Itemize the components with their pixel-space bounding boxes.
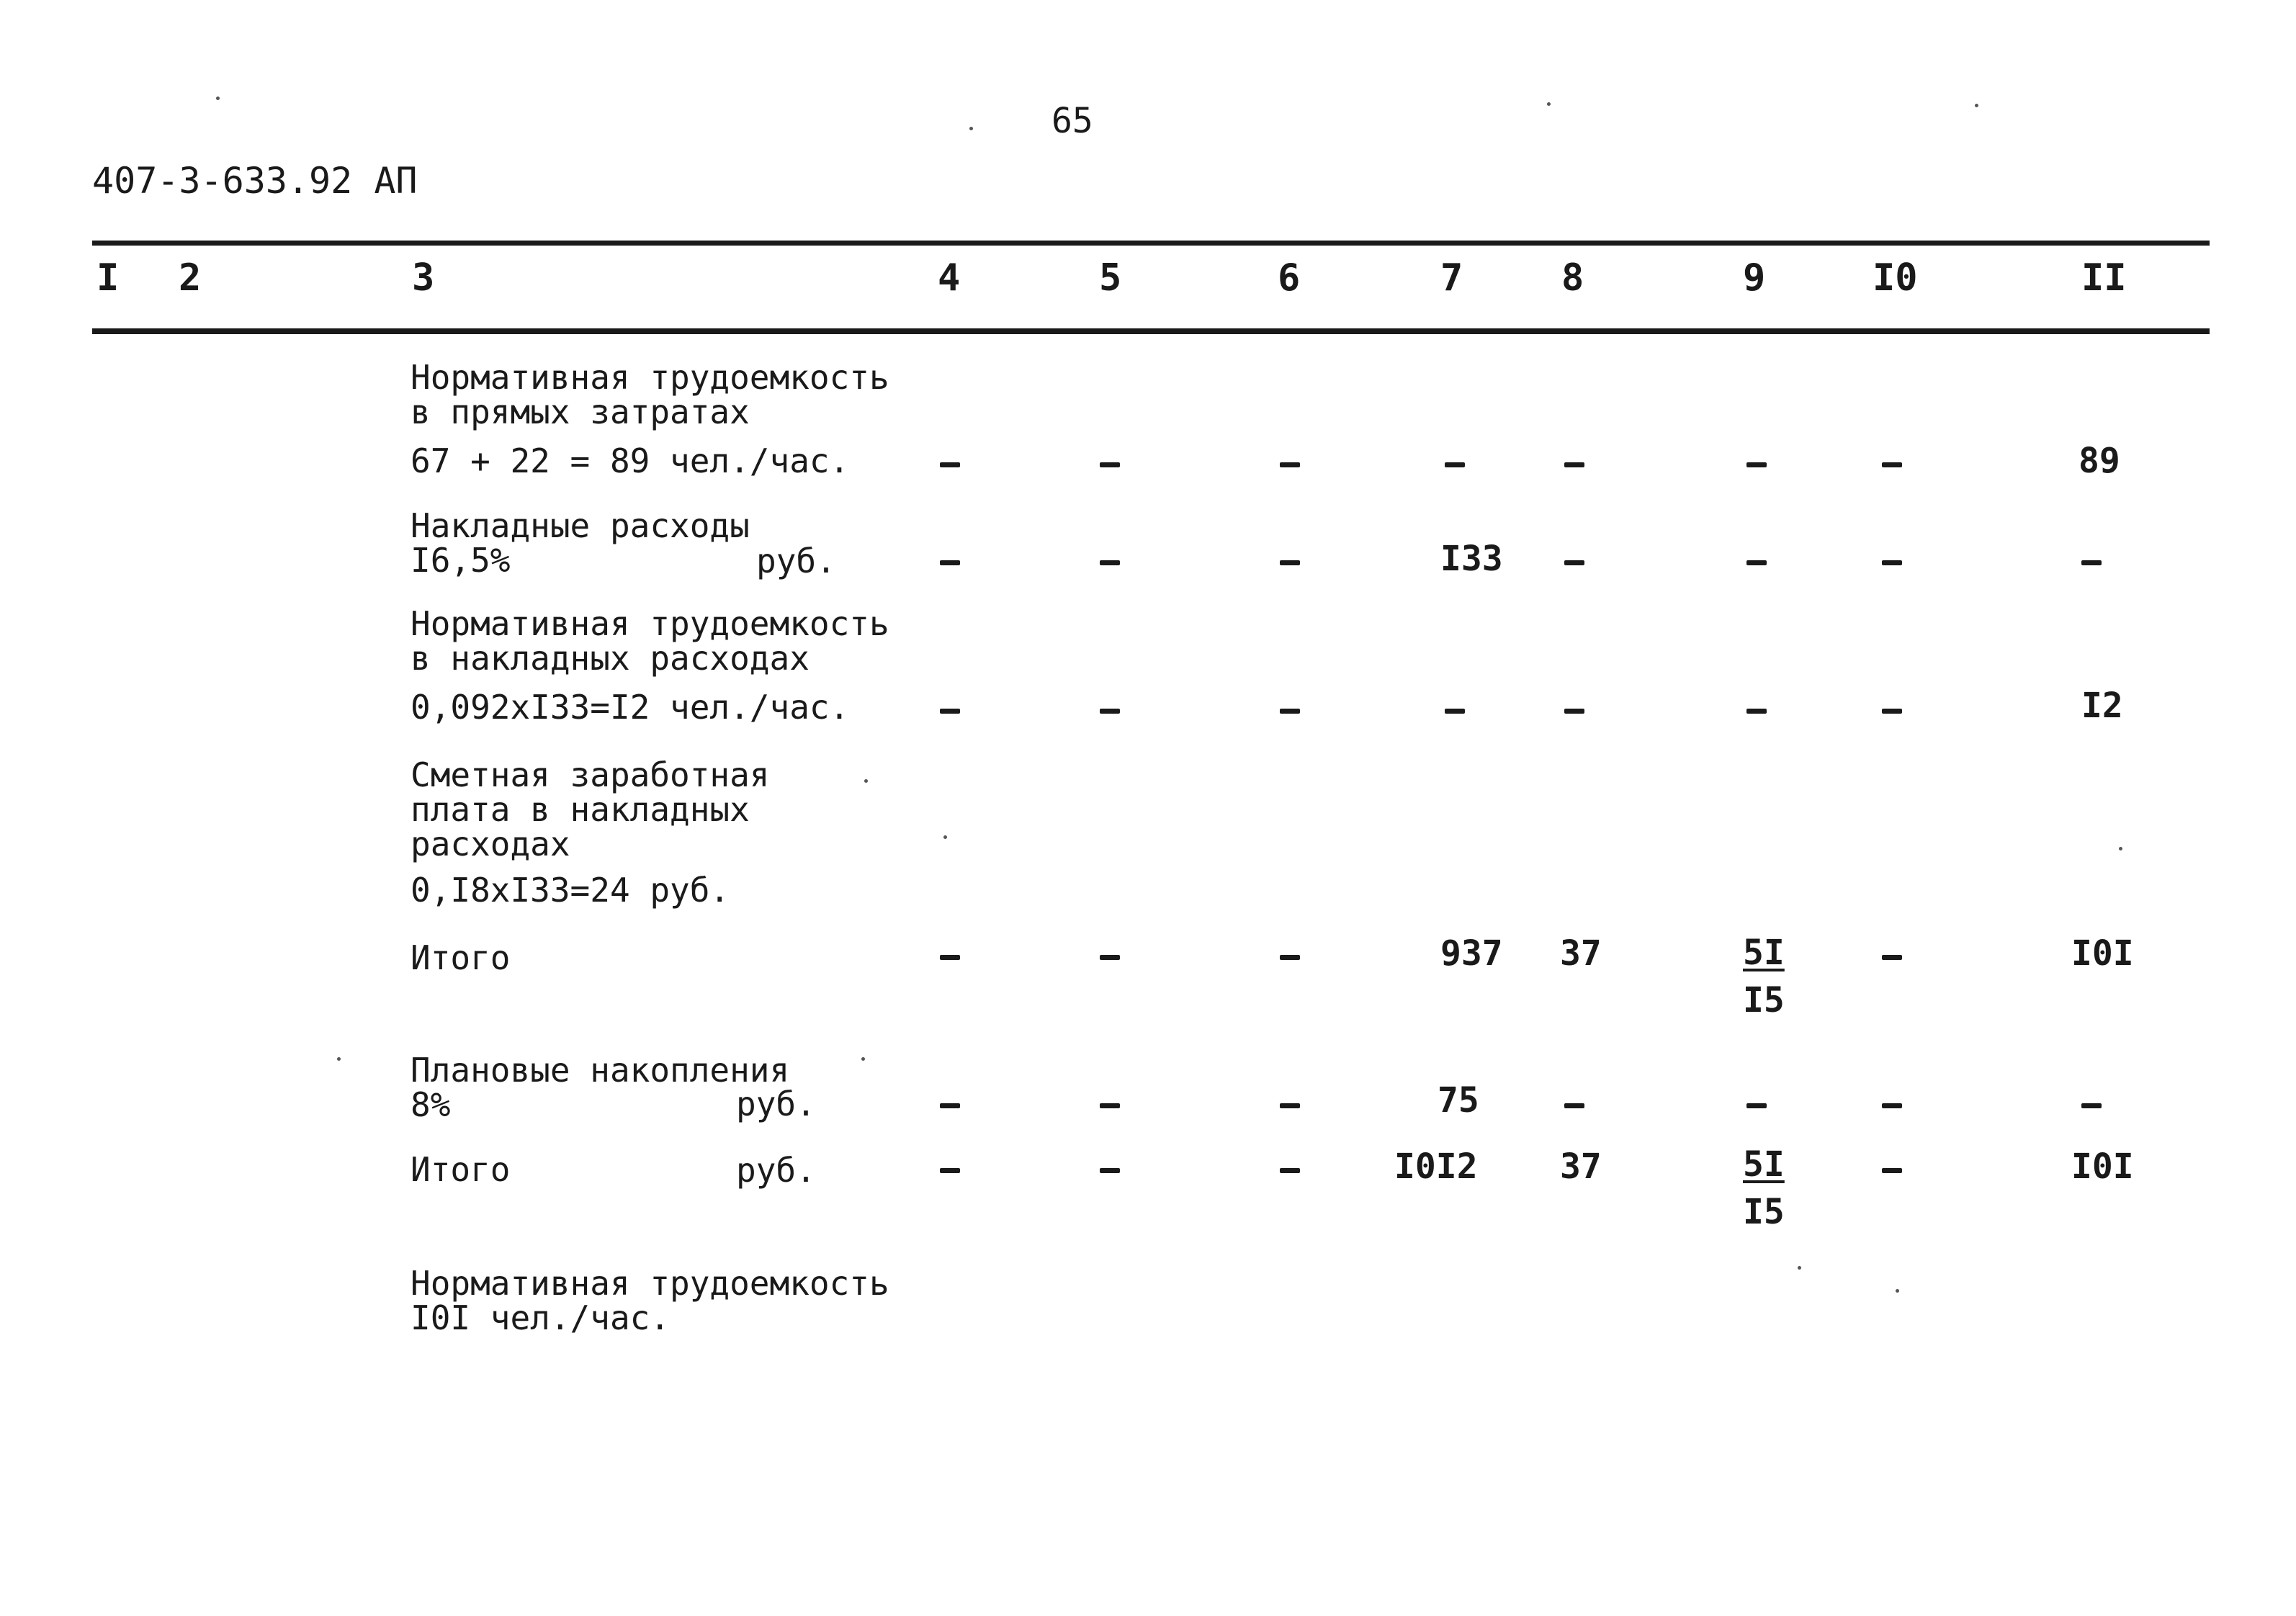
- row-1-dash-col-6: [1280, 462, 1300, 467]
- row-3-formula: 0,092хI33=I2 чел./час.: [411, 688, 850, 727]
- row-1-label-line-2: в прямых затратах: [411, 392, 750, 431]
- row-1-formula: 67 + 22 = 89 чел./час.: [411, 441, 850, 480]
- scan-speck: [1798, 1266, 1801, 1270]
- row-2-dash-col-6: [1280, 560, 1300, 565]
- footer-line-2: I0I чел./час.: [411, 1298, 671, 1337]
- row-1-label: [411, 360, 889, 429]
- row-4-formula: 0,I8хI33=24 руб.: [411, 871, 730, 910]
- page-number: 65: [1051, 101, 1093, 141]
- column-header-6: 6: [1278, 256, 1301, 300]
- scan-speck: [337, 1057, 341, 1061]
- row-6-dash-col-9: [1746, 1103, 1767, 1108]
- row-7-col-7-value: I0I2: [1394, 1146, 1478, 1187]
- row-1-dash-col-5: [1100, 462, 1120, 467]
- scan-speck: [1896, 1289, 1899, 1293]
- row-6-dash-col-5: [1100, 1103, 1120, 1108]
- document-code: 407-3-633.92 АП: [92, 160, 418, 202]
- row-2-dash-col-5: [1100, 560, 1120, 565]
- row-6-dash-col-8: [1564, 1103, 1584, 1108]
- footer-note: [411, 1266, 889, 1335]
- footer-line-1: Нормативная трудоемкость: [411, 1264, 889, 1303]
- scan-speck: [1975, 104, 1978, 107]
- row-2-label-line-1: Накладные расходы: [411, 506, 750, 545]
- row-6-dash-col-4: [940, 1103, 960, 1108]
- row-1-dash-col-10: [1882, 462, 1902, 467]
- row-6-label-line-2: 8%: [411, 1085, 451, 1124]
- table-top-rule: [92, 241, 2210, 246]
- row-6-unit: руб.: [736, 1085, 816, 1123]
- row-5-col-9-fraction: [1743, 929, 1785, 1024]
- column-header-7: 7: [1440, 256, 1463, 300]
- row-2-dash-col-10: [1882, 560, 1902, 565]
- scan-speck: [969, 127, 973, 130]
- row-7-dash-col-5: [1100, 1168, 1120, 1173]
- row-3-dash-col-5: [1100, 709, 1120, 714]
- row-5-dash-col-10: [1882, 955, 1902, 960]
- row-2-col-7-value: I33: [1440, 539, 1503, 579]
- row-3-dash-col-8: [1564, 709, 1584, 714]
- row-2-label: [411, 508, 750, 578]
- column-header-9: 9: [1743, 256, 1766, 300]
- column-header-5: 5: [1099, 256, 1122, 300]
- scan-speck: [943, 835, 947, 839]
- row-6-dash-col-11: [2081, 1103, 2102, 1108]
- row-7-label: Итого: [411, 1150, 511, 1189]
- row-2-dash-col-8: [1564, 560, 1584, 565]
- row-5-label: Итого: [411, 938, 511, 977]
- row-7-dash-col-10: [1882, 1168, 1902, 1173]
- row-3-col-11-value: I2: [2081, 686, 2123, 726]
- scan-speck: [2119, 847, 2122, 850]
- row-3-label-line-1: Нормативная трудоемкость: [411, 604, 889, 643]
- row-5-dash-col-5: [1100, 955, 1120, 960]
- scan-speck: [216, 96, 220, 100]
- header-bottom-rule: [92, 328, 2210, 334]
- column-header-11: II: [2081, 256, 2127, 300]
- column-header-8: 8: [1561, 256, 1584, 300]
- row-3-dash-col-10: [1882, 709, 1902, 714]
- scan-speck: [864, 779, 868, 783]
- row-6-col-7-value: 75: [1438, 1080, 1479, 1121]
- row-7-col-9-numerator: 5I: [1743, 1144, 1785, 1185]
- row-7-dash-col-6: [1280, 1168, 1300, 1173]
- row-2-dash-col-9: [1746, 560, 1767, 565]
- row-4-label: [411, 755, 770, 863]
- row-5-col-9-denominator: I5: [1743, 980, 1785, 1020]
- column-header-1: I: [97, 256, 120, 300]
- row-6-dash-col-6: [1280, 1103, 1300, 1108]
- row-7-col-11-value: I0I: [2071, 1146, 2134, 1187]
- row-4-label-line-2: плата в накладных: [411, 790, 750, 829]
- row-3-dash-col-4: [940, 709, 960, 714]
- row-3-dash-col-9: [1746, 709, 1767, 714]
- row-5-dash-col-6: [1280, 955, 1300, 960]
- row-2-label-line-2: I6,5%: [411, 541, 511, 580]
- row-1-dash-col-7: [1445, 462, 1465, 467]
- scan-speck: [861, 1057, 865, 1061]
- row-5-col-9-numerator: 5I: [1743, 933, 1785, 973]
- row-3-dash-col-6: [1280, 709, 1300, 714]
- row-5-col-8-value: 37: [1560, 933, 1602, 974]
- column-header-3: 3: [412, 256, 435, 300]
- row-6-label: [411, 1053, 789, 1122]
- row-3-label: [411, 604, 889, 678]
- column-header-4: 4: [938, 256, 961, 300]
- row-3-label-line-2: в накладных расходах: [411, 639, 810, 678]
- row-7-col-8-value: 37: [1560, 1146, 1602, 1187]
- row-1-label-line-1: Нормативная трудоемкость: [411, 358, 889, 397]
- row-5-dash-col-4: [940, 955, 960, 960]
- row-2-dash-col-4: [940, 560, 960, 565]
- scan-speck: [1547, 102, 1551, 106]
- row-1-col-11-value: 89: [2078, 441, 2120, 481]
- row-3-dash-col-7: [1445, 709, 1465, 714]
- row-5-col-7-value: 937: [1440, 933, 1503, 974]
- row-6-label-line-1: Плановые накопления: [411, 1051, 790, 1090]
- row-7-col-9-denominator: I5: [1743, 1192, 1785, 1232]
- row-5-col-11-value: I0I: [2071, 933, 2134, 974]
- column-header-2: 2: [179, 256, 202, 300]
- row-7-dash-col-4: [940, 1168, 960, 1173]
- row-1-dash-col-8: [1564, 462, 1584, 467]
- row-6-dash-col-10: [1882, 1103, 1902, 1108]
- row-7-unit: руб.: [736, 1151, 816, 1190]
- row-2-unit: руб.: [756, 542, 836, 580]
- row-1-dash-col-4: [940, 462, 960, 467]
- row-2-dash-col-11: [2081, 560, 2102, 565]
- row-4-label-line-1: Сметная заработная: [411, 755, 770, 794]
- row-1-dash-col-9: [1746, 462, 1767, 467]
- row-4-label-line-3: расходах: [411, 825, 570, 863]
- column-header-10: I0: [1873, 256, 1918, 300]
- row-7-col-9-fraction: [1743, 1141, 1785, 1236]
